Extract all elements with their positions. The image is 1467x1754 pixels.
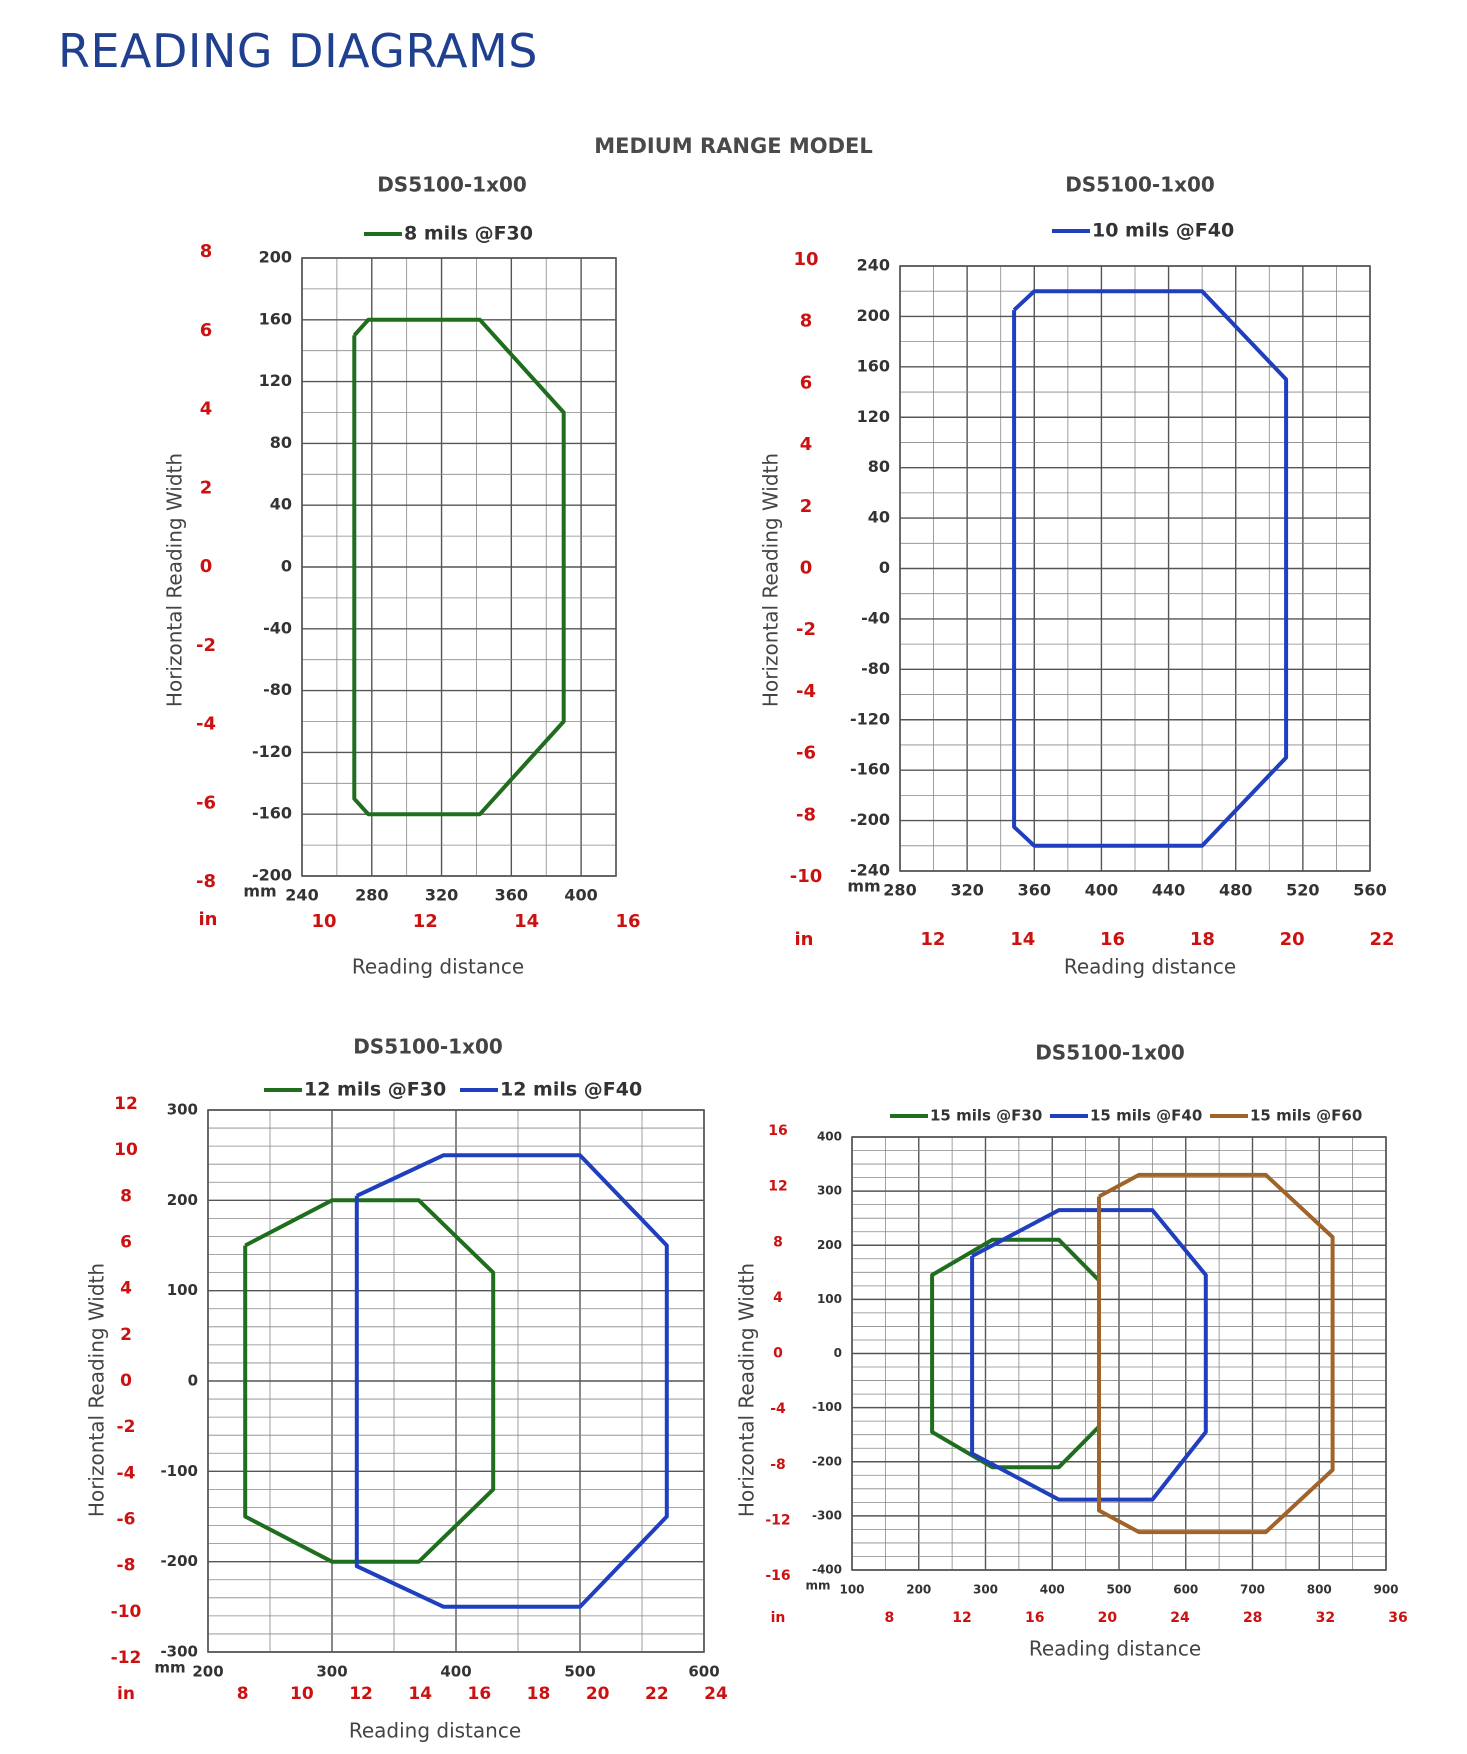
y-tick-label: -200 xyxy=(251,865,292,885)
legend-label: 12 mils @F30 xyxy=(304,1078,447,1101)
x2-tick-label: 12 xyxy=(952,1610,972,1626)
y2-tick-label: -6 xyxy=(116,1509,136,1530)
x-tick-label: 200 xyxy=(906,1582,932,1597)
y-tick-label: -400 xyxy=(811,1562,842,1577)
y-tick-label: 300 xyxy=(816,1183,842,1198)
chart-group xyxy=(735,1041,1408,1661)
x-tick-label: 800 xyxy=(1306,1582,1332,1597)
y-tick-label: 160 xyxy=(856,356,890,376)
y-tick-label: -160 xyxy=(849,759,890,779)
y-tick-label: 120 xyxy=(258,371,292,391)
y2-tick-label: 0 xyxy=(120,1371,132,1391)
y2-tick-label: 8 xyxy=(773,1234,783,1251)
x-tick-label: 100 xyxy=(839,1582,865,1597)
y-tick-label: 300 xyxy=(166,1100,198,1119)
y2-tick-label: -10 xyxy=(789,866,823,887)
y-tick-label: -160 xyxy=(251,803,292,823)
x2-tick-label: 36 xyxy=(1388,1610,1408,1626)
x-tick-label: 400 xyxy=(1084,880,1119,900)
y-tick-label: 0 xyxy=(878,558,890,577)
y-tick-label: 0 xyxy=(280,556,292,576)
x-axis-label: Reading distance xyxy=(351,954,525,979)
x2-tick-label: 16 xyxy=(1100,929,1126,950)
y-tick-label: 100 xyxy=(166,1281,198,1300)
legend-label: 10 mils @F40 xyxy=(1092,219,1235,242)
chart-title: DS5100-1x00 xyxy=(377,172,527,197)
y-tick-label: -300 xyxy=(160,1642,198,1661)
y-tick-label: 0 xyxy=(833,1346,842,1360)
x2-tick-label: 28 xyxy=(1242,1610,1263,1626)
y-tick-label: -100 xyxy=(160,1461,198,1480)
x-tick-label: 480 xyxy=(1219,880,1253,900)
x2-tick-label: 16 xyxy=(615,911,641,932)
x2-tick-label: 12 xyxy=(412,911,438,932)
y2-tick-label: -8 xyxy=(196,871,216,892)
x-tick-label: 600 xyxy=(688,1662,720,1681)
x-unit-mm: mm xyxy=(847,876,881,896)
x2-tick-label: 22 xyxy=(1369,929,1395,950)
legend-label: 15 mils @F30 xyxy=(930,1106,1043,1125)
y2-tick-label: -8 xyxy=(796,804,816,826)
x-tick-label: 600 xyxy=(1173,1582,1199,1597)
y2-tick-label: 2 xyxy=(799,495,813,517)
y-tick-label: -100 xyxy=(811,1400,842,1415)
y2-tick-label: 8 xyxy=(120,1186,132,1207)
y-axis-label: Horizontal Reading Width xyxy=(84,1262,109,1518)
x-tick-label: 360 xyxy=(494,885,529,905)
y2-tick-label: -2 xyxy=(796,619,816,641)
page-title: READING DIAGRAMS xyxy=(58,24,538,78)
x2-tick-label: 16 xyxy=(467,1684,492,1704)
x2-tick-label: 14 xyxy=(1010,929,1036,950)
y2-tick-label: 4 xyxy=(120,1278,132,1299)
y-tick-label: 40 xyxy=(269,494,292,514)
y-tick-label: 200 xyxy=(816,1237,842,1252)
y-tick-label: 40 xyxy=(867,507,890,527)
x-tick-label: 300 xyxy=(316,1662,348,1681)
y-tick-label: 200 xyxy=(856,305,890,325)
x-unit-mm: mm xyxy=(154,1658,186,1677)
legend-label: 12 mils @F40 xyxy=(500,1078,643,1101)
y-tick-label: 80 xyxy=(269,432,292,452)
y2-tick-label: 12 xyxy=(114,1094,138,1114)
x-tick-label: 200 xyxy=(192,1662,224,1681)
x-tick-label: 560 xyxy=(1353,880,1387,900)
y2-tick-label: -12 xyxy=(110,1648,142,1668)
y-tick-label: 100 xyxy=(816,1291,842,1306)
x-tick-label: 500 xyxy=(564,1662,596,1681)
x2-tick-label: 20 xyxy=(1279,929,1305,950)
x-axis-label: Reading distance xyxy=(1063,954,1237,979)
chart-title: DS5100-1x00 xyxy=(1065,172,1215,197)
y-tick-label: 0 xyxy=(187,1371,198,1390)
x2-tick-label: 14 xyxy=(514,911,540,932)
y-tick-label: 160 xyxy=(258,309,292,329)
y2-tick-label: -10 xyxy=(110,1601,142,1622)
x-tick-label: 500 xyxy=(1106,1582,1132,1597)
y2-tick-label: -6 xyxy=(796,742,816,764)
chart-title: DS5100-1x00 xyxy=(1035,1040,1185,1065)
x-unit-in: in xyxy=(770,1610,786,1626)
x-axis-label: Reading distance xyxy=(348,1718,522,1743)
y2-tick-label: -4 xyxy=(196,713,216,735)
section-title: MEDIUM RANGE MODEL xyxy=(594,134,873,158)
y2-tick-label: 0 xyxy=(799,557,813,579)
y2-tick-label: 4 xyxy=(199,398,213,420)
y-tick-label: 240 xyxy=(856,255,890,275)
y2-tick-label: -16 xyxy=(765,1568,791,1584)
y2-tick-label: 10 xyxy=(114,1140,138,1161)
y-tick-label: 200 xyxy=(258,247,292,267)
x2-tick-label: 14 xyxy=(408,1684,433,1704)
y-tick-label: 80 xyxy=(867,457,890,477)
y2-tick-label: -4 xyxy=(796,680,816,702)
x-tick-label: 400 xyxy=(440,1662,472,1681)
y2-tick-label: 10 xyxy=(793,249,819,270)
x-unit-in: in xyxy=(117,1684,135,1704)
y-tick-label: -120 xyxy=(849,709,890,729)
y-tick-label: -40 xyxy=(861,608,890,628)
x-tick-label: 440 xyxy=(1151,880,1186,900)
x-tick-label: 300 xyxy=(972,1582,999,1597)
x-axis-label: Reading distance xyxy=(1028,1636,1202,1661)
y2-tick-label: -8 xyxy=(770,1456,786,1473)
y-tick-label: 200 xyxy=(166,1190,198,1209)
y2-tick-label: -8 xyxy=(116,1555,136,1576)
x2-tick-label: 18 xyxy=(526,1684,551,1704)
y2-tick-label: 12 xyxy=(768,1178,788,1195)
x2-tick-label: 22 xyxy=(645,1684,669,1704)
y2-tick-label: 4 xyxy=(773,1289,783,1306)
x2-tick-label: 10 xyxy=(311,911,337,932)
y2-tick-label: 0 xyxy=(199,556,213,577)
x2-tick-label: 32 xyxy=(1315,1610,1336,1626)
y2-tick-label: 6 xyxy=(199,319,213,341)
x2-tick-label: 10 xyxy=(290,1684,314,1704)
y2-tick-label: -2 xyxy=(196,634,216,656)
y-tick-label: -40 xyxy=(263,618,292,638)
y-tick-label: -200 xyxy=(811,1454,842,1469)
y-tick-label: 120 xyxy=(856,406,890,426)
x-tick-label: 280 xyxy=(883,880,917,900)
x2-tick-label: 12 xyxy=(920,929,946,950)
y2-tick-label: -12 xyxy=(765,1512,791,1529)
x-tick-label: 280 xyxy=(355,885,389,905)
x-tick-label: 240 xyxy=(285,885,319,905)
x2-tick-label: 18 xyxy=(1189,929,1215,950)
x-tick-label: 400 xyxy=(564,885,598,905)
y2-tick-label: -6 xyxy=(196,792,216,814)
x-tick-label: 700 xyxy=(1239,1582,1266,1597)
x-unit-in: in xyxy=(198,909,218,930)
x-unit-mm: mm xyxy=(243,881,277,901)
y2-tick-label: -2 xyxy=(116,1417,136,1438)
y2-tick-label: 6 xyxy=(799,372,813,394)
x2-tick-label: 8 xyxy=(236,1684,249,1704)
y2-tick-label: 8 xyxy=(799,310,813,332)
y2-tick-label: 2 xyxy=(120,1324,132,1345)
x-tick-label: 520 xyxy=(1286,880,1320,900)
y2-tick-label: 6 xyxy=(120,1232,132,1253)
y2-tick-label: 2 xyxy=(199,477,213,499)
x2-tick-label: 16 xyxy=(1024,1610,1045,1626)
x-tick-label: 400 xyxy=(1039,1582,1065,1597)
x2-tick-label: 12 xyxy=(349,1684,373,1704)
x2-tick-label: 24 xyxy=(704,1684,728,1704)
legend-label: 15 mils @F60 xyxy=(1250,1106,1363,1125)
x-tick-label: 360 xyxy=(1017,880,1051,900)
y2-tick-label: 8 xyxy=(199,241,213,262)
y-axis-label: Horizontal Reading Width xyxy=(734,1262,759,1518)
x2-tick-label: 8 xyxy=(884,1610,895,1626)
x-tick-label: 320 xyxy=(424,885,459,905)
y-tick-label: 400 xyxy=(816,1129,842,1144)
chart-title: DS5100-1x00 xyxy=(353,1034,503,1059)
y2-tick-label: 0 xyxy=(773,1345,783,1362)
y-tick-label: -80 xyxy=(861,658,890,678)
y-axis-label: Horizontal Reading Width xyxy=(758,452,783,708)
y-tick-label: -200 xyxy=(160,1552,198,1571)
y2-tick-label: -4 xyxy=(116,1463,136,1484)
y-tick-label: -200 xyxy=(849,810,890,830)
y-tick-label: -120 xyxy=(251,741,292,761)
x-unit-mm: mm xyxy=(805,1578,831,1593)
y-tick-label: -300 xyxy=(811,1508,842,1523)
x2-tick-label: 24 xyxy=(1170,1610,1190,1626)
legend-label: 8 mils @F30 xyxy=(404,222,534,245)
y2-tick-label: 16 xyxy=(768,1123,788,1139)
x-tick-label: 320 xyxy=(950,880,984,900)
x2-tick-label: 20 xyxy=(585,1684,610,1704)
y2-tick-label: -4 xyxy=(770,1401,786,1418)
x-tick-label: 900 xyxy=(1373,1582,1399,1597)
series-outline xyxy=(972,1210,1206,1500)
legend-label: 15 mils @F40 xyxy=(1090,1106,1203,1125)
y-tick-label: -80 xyxy=(263,680,292,700)
x2-tick-label: 20 xyxy=(1097,1610,1118,1626)
y-axis-label: Horizontal Reading Width xyxy=(162,452,187,708)
x-unit-in: in xyxy=(794,929,814,950)
y-tick-label: -240 xyxy=(849,860,890,880)
y2-tick-label: 4 xyxy=(799,434,813,456)
